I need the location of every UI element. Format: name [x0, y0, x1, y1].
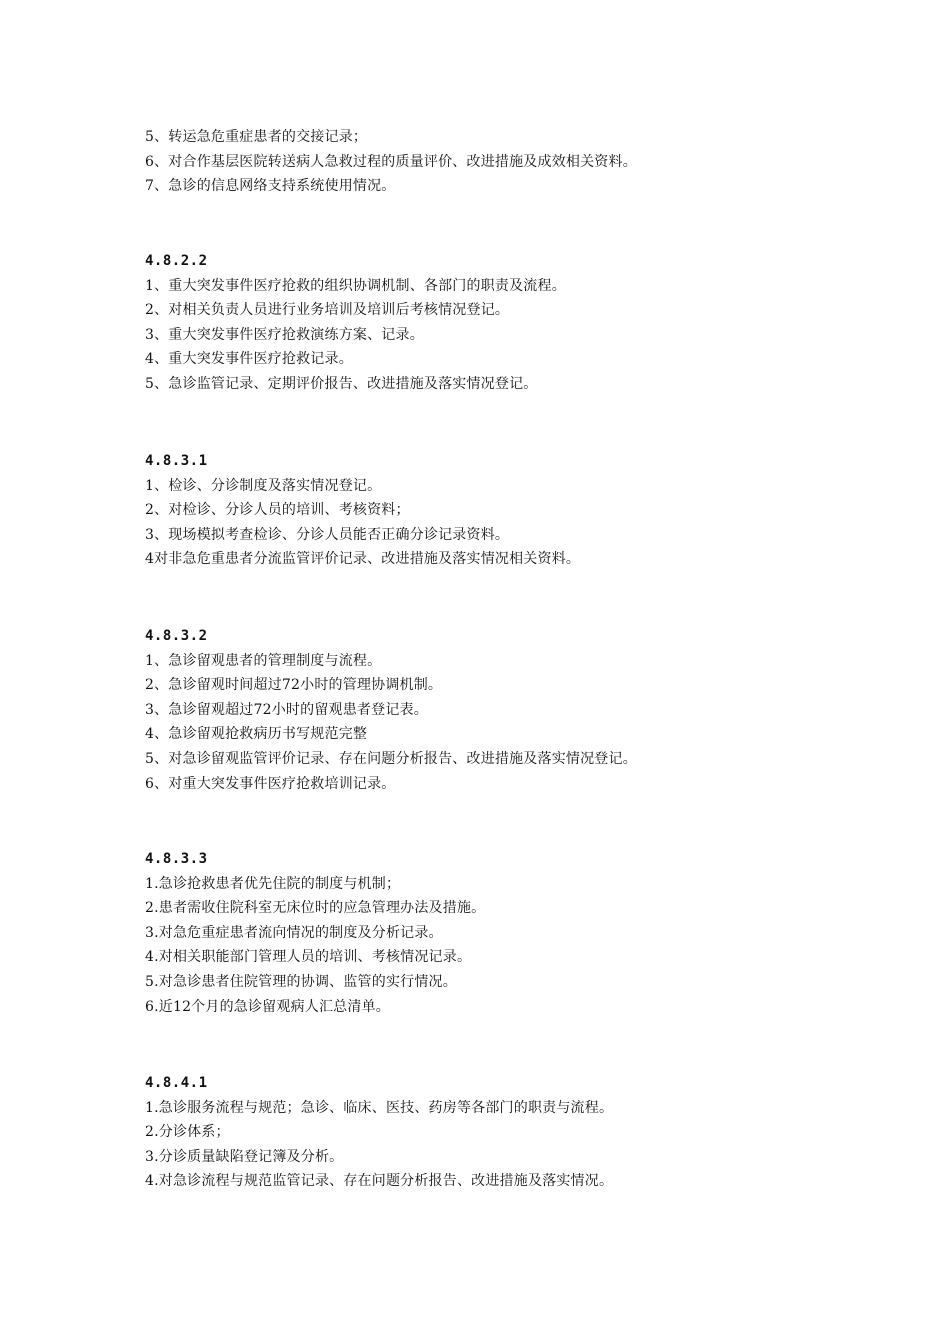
list-item: 2、对检诊、分诊人员的培训、考核资料；: [145, 502, 410, 519]
list-item: 3、重大突发事件医疗抢救演练方案、记录。: [145, 326, 424, 343]
list-item: 5、急诊监管记录、定期评价报告、改进措施及落实情况登记。: [145, 375, 538, 392]
list-item: 5、转运急危重症患者的交接记录；: [145, 129, 368, 145]
list-item: 4对非急危重患者分流监管评价记录、改进措施及落实情况相关资料。: [145, 551, 581, 568]
section-4-8-4-1: [145, 1071, 905, 1194]
list-item: 3.分诊质量缺陷登记簿及分析。: [145, 1148, 344, 1165]
list-item: 6.近12个月的急诊留观病人汇总清单。: [145, 998, 390, 1015]
section-heading: 4.8.4.1: [145, 1075, 208, 1091]
list-item: 4、重大突发事件医疗抢救记录。: [145, 351, 353, 368]
section-heading: 4.8.3.1: [145, 453, 208, 469]
list-item: 4.对相关职能部门管理人员的培训、考核情况记录。: [145, 949, 472, 966]
list-item: 4.对急诊流程与规范监管记录、存在问题分析报告、改进措施及落实情况。: [145, 1173, 614, 1190]
list-item: 4、急诊留观抢救病历书写规范完整: [145, 726, 368, 743]
section-4-8-3-2: [145, 624, 905, 796]
section-heading: 4.8.2.2: [145, 253, 208, 269]
section-4-8-3-1: [145, 449, 905, 572]
section-heading: 4.8.3.2: [145, 628, 208, 644]
section-4-8-2-2: [145, 249, 905, 397]
list-item: 1、重大突发事件医疗抢救的组织协调机制、各部门的职责及流程。: [145, 277, 566, 294]
list-item: 1、急诊留观患者的管理制度与流程。: [145, 652, 382, 669]
section-4-8-3-3: [145, 847, 905, 1019]
list-item: 7、急诊的信息网络支持系统使用情况。: [145, 178, 396, 195]
list-item: 1、检诊、分诊制度及落实情况登记。: [145, 477, 382, 494]
list-item: 3、急诊留观超过72小时的留观患者登记表。: [145, 701, 428, 718]
list-item: 5.对急诊患者住院管理的协调、监管的实行情况。: [145, 973, 457, 990]
list-item: 3.对急危重症患者流向情况的制度及分析记录。: [145, 924, 443, 941]
list-item: 5、对急诊留观监管评价记录、存在问题分析报告、改进措施及落实情况登记。: [145, 750, 637, 767]
list-item: 2.分诊体系；: [145, 1124, 230, 1141]
section-heading: 4.8.3.3: [145, 851, 208, 867]
list-item: 3、现场模拟考查检诊、分诊人员能否正确分诊记录资料。: [145, 526, 510, 543]
intro-list: [145, 125, 905, 199]
list-item: 2、对相关负责人员进行业务培训及培训后考核情况登记。: [145, 302, 510, 319]
list-item: 2、急诊留观时间超过72小时的管理协调机制。: [145, 677, 443, 694]
list-item: 6、对合作基层医院转送病人急救过程的质量评价、改进措施及成效相关资料。: [145, 153, 637, 170]
list-item: 1.急诊抢救患者优先住院的制度与机制；: [145, 875, 401, 892]
list-item: 2.患者需收住院科室无床位时的应急管理办法及措施。: [145, 900, 486, 917]
list-item: 1.急诊服务流程与规范；急诊、临床、医技、药房等各部门的职责与流程。: [145, 1099, 614, 1116]
list-item: 6、对重大突发事件医疗抢救培训记录。: [145, 775, 396, 792]
